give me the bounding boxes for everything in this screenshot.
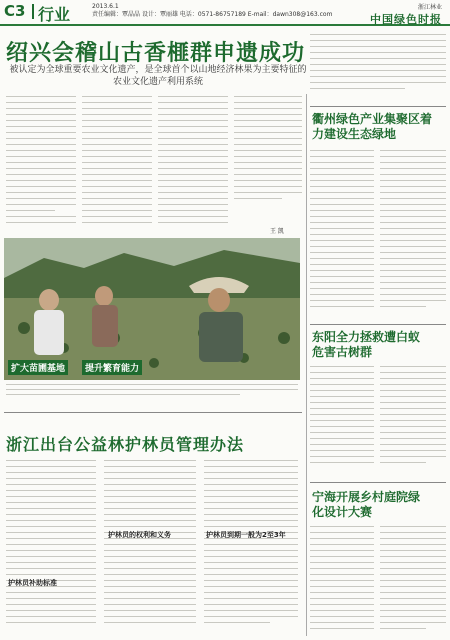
page-number: C3: [4, 2, 26, 20]
lead-text-col-1: [6, 96, 76, 236]
right-story-2-title: 东阳全力拯救遭白蚁危害古树群: [312, 330, 421, 359]
bottom-text-col-1: [6, 460, 96, 636]
masthead-info: [92, 3, 332, 19]
phone: 电话：0571-86757189: [179, 11, 246, 18]
right-story-1-col-b: [380, 150, 446, 320]
bottom-subhead-1: 护林员的权利和义务: [108, 531, 171, 539]
photo-caption: [6, 384, 298, 399]
right-story-2-col-a: [310, 366, 374, 476]
bottom-headline: 浙江出台公益林护林员管理办法: [6, 435, 245, 454]
photo-credit: 王 凯: [270, 228, 284, 235]
right-rule-1: [310, 106, 446, 107]
forest-workers-photo: [4, 238, 300, 380]
main-photo: [4, 238, 300, 380]
right-story-2-col-b: [380, 366, 446, 476]
designer: 设计：覃丽雄: [141, 11, 178, 18]
masthead-divider: [32, 4, 34, 19]
bottom-text-col-3: [204, 460, 298, 636]
right-rule-3: [310, 482, 446, 483]
lead-text-col-3: [158, 96, 228, 236]
masthead: [0, 0, 450, 26]
sub-headline: 被认定为全球重要农业文化遗产，是全球首个以山地经济林果为主要特征的农业文化遗产利用系统: [9, 65, 307, 87]
section-rule: [4, 412, 302, 413]
right-top-text: [310, 34, 446, 104]
column-divider: [306, 94, 307, 636]
right-story-3-title: 宁海开展乡村庭院绿化设计大赛: [312, 490, 421, 519]
lead-text-col-2: [82, 96, 152, 236]
right-story-3-col-a: [310, 526, 374, 636]
editor: 责任编辑：覃晶晶: [92, 11, 141, 18]
main-headline: 绍兴会稽山古香榧群申遗成功: [6, 41, 306, 66]
bottom-subhead-3: 护林员补助标准: [8, 579, 57, 587]
issue-date: 2013.6.1: [92, 3, 119, 10]
lead-text-col-4: [234, 96, 302, 236]
edition-name: 浙江林业: [417, 4, 442, 11]
bottom-text-col-2: [104, 460, 196, 636]
right-story-1-title: 衢州绿色产业集聚区着力建设生态绿地: [312, 112, 433, 141]
photo-tag-1: 扩大苗圃基地: [8, 360, 68, 375]
right-story-3-col-b: [380, 526, 446, 636]
right-rule-2: [310, 324, 446, 325]
email: E-mail：dawn308@163.com: [247, 11, 333, 18]
section-name: 行业: [38, 5, 71, 24]
photo-tag-2: 提升繁育能力: [82, 360, 142, 375]
masthead-right: [370, 2, 442, 27]
bottom-subhead-2: 护林员到期一般为2至3年: [206, 531, 286, 539]
newspaper-logo: 中国绿色时报: [370, 13, 442, 26]
right-story-1-col-a: [310, 150, 374, 320]
